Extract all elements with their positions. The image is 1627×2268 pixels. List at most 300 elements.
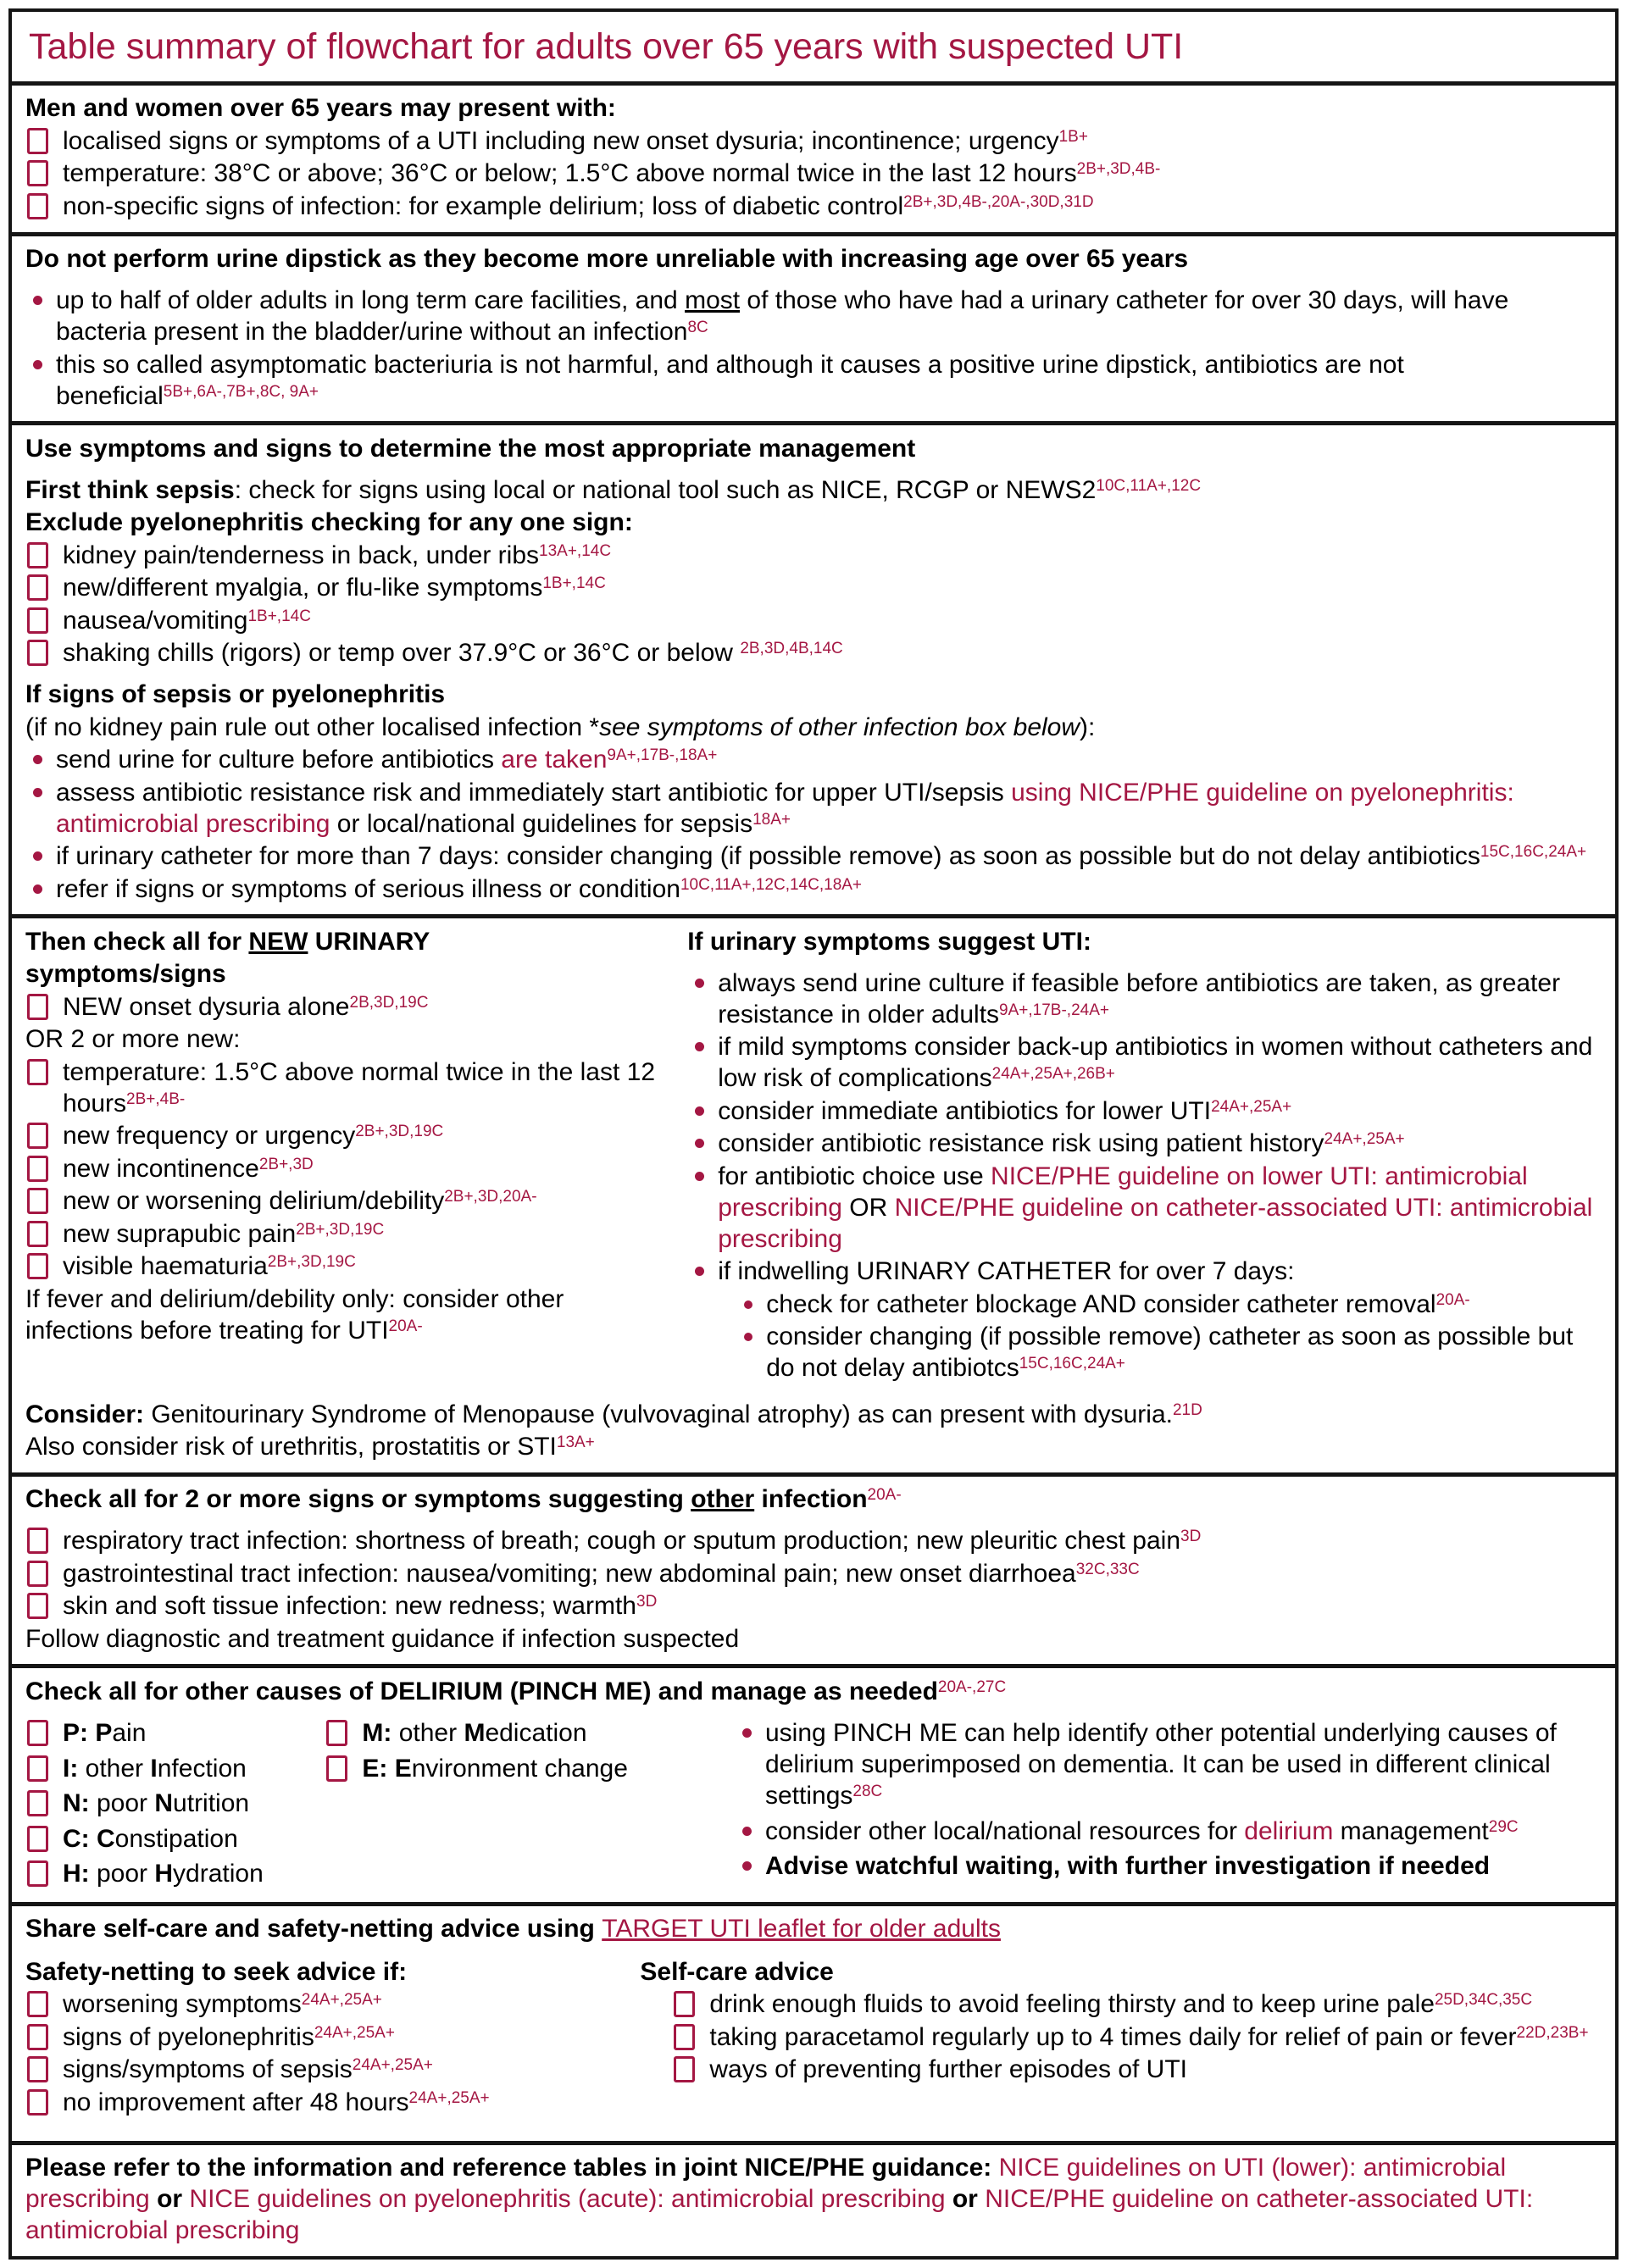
reference-superscript: 24A+,25A+,26B+ <box>991 1065 1115 1084</box>
item-text <box>63 1988 630 2020</box>
text-segment: new or worsening delirium/debility <box>63 1187 445 1216</box>
text-segment: most <box>685 286 741 315</box>
text-segment: Genitourinary Syndrome of Menopause (vulvovaginal atrophy) as can present with dysuria. <box>144 1400 1173 1428</box>
text-segment: visible haematuria <box>63 1252 268 1281</box>
list-item <box>25 2152 1602 2246</box>
list-item <box>687 1289 1602 1320</box>
bullet-icon <box>744 1300 752 1309</box>
reference-superscript: 21D <box>1172 1400 1202 1419</box>
item-text <box>766 1289 1602 1320</box>
text-segment: or <box>945 2185 986 2214</box>
text-segment: Exclude pyelonephritis checking for any one sign: <box>25 508 633 537</box>
list-item <box>25 1590 1602 1622</box>
advice-heading <box>25 1913 1602 1944</box>
reference-superscript: 2B,3D,19C <box>349 993 429 1012</box>
text-segment: Consider: <box>25 1400 145 1428</box>
advice-columns <box>25 1946 1602 2120</box>
text-segment: ): <box>1080 713 1096 741</box>
item-text <box>63 1250 670 1282</box>
text-segment: onstipation <box>114 1824 238 1853</box>
text-segment: Advise watchful waiting, with further investigation if needed <box>764 1852 1491 1881</box>
list-item <box>25 2021 630 2053</box>
text-segment: nvironment change <box>411 1754 628 1783</box>
item-text <box>63 1558 1602 1589</box>
list-item <box>25 349 1602 412</box>
reference-superscript: 15C,16C,24A+ <box>1019 1355 1125 1373</box>
text-segment: new incontinence <box>63 1154 259 1183</box>
list-item <box>25 92 1602 124</box>
text-segment: Please refer to the information and reference tables in joint NICE/PHE guidance: <box>25 2154 999 2182</box>
list-item <box>325 1753 735 1784</box>
text-segment: NICE/PHE guideline on catheter-associated UTI: antimicrobial prescribing <box>718 1193 1593 1253</box>
checkbox-icon <box>27 1188 48 1214</box>
item-text <box>56 349 1602 412</box>
item-text <box>25 1956 630 1988</box>
checkbox-icon <box>27 1991 48 2017</box>
checkbox-icon <box>27 1221 48 1247</box>
checkbox-icon <box>27 2056 48 2082</box>
text-segment: consider immediate antibiotics for lower UTI <box>718 1096 1212 1125</box>
checkbox-icon <box>27 1123 48 1149</box>
reference-superscript: 9A+,17B-,18A+ <box>607 746 718 765</box>
text-segment: P: P <box>63 1719 113 1748</box>
item-text <box>63 1525 1602 1556</box>
management-list <box>25 433 1602 905</box>
text-segment: other <box>78 1754 151 1783</box>
item-text <box>25 243 1602 274</box>
checkbox-icon <box>674 2056 695 2082</box>
reference-superscript: 24A+,25A+ <box>1211 1097 1292 1116</box>
text-segment: OR 2 or more new: <box>25 1025 241 1054</box>
text-segment: localised signs or symptoms of a UTI including new onset dysuria; incontinence; urgency <box>63 126 1059 155</box>
reference-superscript: 22D,23B+ <box>1516 2023 1589 2042</box>
list-item <box>640 1956 1602 1988</box>
item-text <box>25 1431 1602 1462</box>
list-item <box>25 285 1602 347</box>
list-item <box>687 926 1602 957</box>
text-segment: drink enough fluids to avoid feeling thirsty and to keep urine pale <box>709 1990 1435 2019</box>
list-item <box>25 840 1602 872</box>
text-segment: always send urine culture if feasible before antibiotics are taken, as greater resistance in older adults <box>718 968 1561 1029</box>
section-delirium-pinchme <box>12 1668 1615 1906</box>
item-text <box>766 1321 1602 1384</box>
list-item <box>25 1399 1602 1430</box>
list-item <box>25 1185 670 1217</box>
checkbox-icon <box>27 1059 48 1085</box>
list-item <box>25 1431 1602 1462</box>
text-segment: : check for signs using local or national tool such as NICE, RCGP or NEWS2 <box>234 475 1097 504</box>
item-text <box>25 1483 1602 1515</box>
section-other-infection <box>12 1477 1615 1669</box>
text-segment: infection <box>754 1485 868 1514</box>
reference-superscript: 2B+,3D,4B- <box>1076 160 1161 179</box>
text-segment: if indwelling URINARY CATHETER for over 7 days: <box>718 1257 1295 1286</box>
checkbox-icon <box>27 542 48 568</box>
item-text <box>25 712 1602 743</box>
checkbox-icon <box>27 2089 48 2116</box>
checkbox-icon <box>326 1720 347 1746</box>
checkbox-icon <box>27 1593 48 1619</box>
reference-superscript: 1B+ <box>1058 127 1088 146</box>
item-text <box>25 2152 1602 2246</box>
text-segment: M: <box>362 1719 392 1748</box>
item-text <box>63 1056 670 1119</box>
item-text <box>25 1399 1602 1430</box>
checkbox-icon <box>27 1156 48 1182</box>
list-item <box>25 1284 670 1346</box>
item-text <box>765 1850 1602 1882</box>
text-segment: Check all for other causes of DELIRIUM (PINCH ME) and manage as needed <box>25 1677 938 1705</box>
text-segment: nfection <box>157 1754 247 1783</box>
text-segment: Follow diagnostic and treatment guidance if infection suspected <box>25 1624 740 1653</box>
reference-superscript: 20A- <box>867 1486 902 1505</box>
reference-superscript: 2B+,3D,4B-,20A-,30D,31D <box>903 192 1094 211</box>
text-segment: worsening symptoms <box>63 1990 302 2019</box>
text-segment: no improvement after 48 hours <box>63 2088 409 2116</box>
pinchme-notes <box>735 1714 1602 1886</box>
item-text <box>63 1717 325 1749</box>
text-segment: URINARY <box>308 927 430 956</box>
checkbox-icon <box>27 1860 48 1887</box>
list-item <box>735 1816 1602 1847</box>
text-segment: Share self-care and safety-netting advice using <box>25 1915 602 1944</box>
reference-superscript: 3D <box>1180 1528 1202 1546</box>
text-segment: non-specific signs of infection: for example delirium; loss of diabetic control <box>63 191 904 220</box>
item-text <box>25 679 1602 710</box>
item-text <box>362 1717 735 1749</box>
item-text <box>63 1823 325 1855</box>
text-segment: consider antibiotic resistance risk using patient history <box>718 1129 1324 1158</box>
item-text <box>56 744 1602 775</box>
item-text <box>25 92 1602 124</box>
text-segment: refer if signs or symptoms of serious illness or condition <box>56 874 680 903</box>
list-item <box>687 1128 1602 1159</box>
reference-superscript: 10C,11A+,12C <box>1096 476 1202 495</box>
item-text <box>63 158 1602 189</box>
urinary-symptoms-column <box>25 924 687 1347</box>
bullet-icon <box>33 360 42 369</box>
checkbox-icon <box>326 1755 347 1782</box>
list-item <box>640 2021 1602 2053</box>
checkbox-icon <box>27 1561 48 1587</box>
bullet-icon <box>33 296 42 305</box>
list-item <box>25 679 1602 710</box>
text-segment: up to half of older adults in long term care facilities, and <box>56 286 686 315</box>
item-text <box>25 1023 670 1055</box>
item-text <box>25 1623 1602 1655</box>
item-text <box>687 926 1602 957</box>
item-text <box>56 285 1602 347</box>
list-item <box>687 1095 1602 1127</box>
item-text <box>56 873 1602 905</box>
text-segment: Also consider risk of urethritis, prostatitis or STI <box>25 1433 557 1461</box>
item-text <box>63 605 1602 636</box>
item-text <box>63 2087 630 2118</box>
reference-superscript: 2B+,3D,19C <box>296 1220 385 1239</box>
presentation-list <box>25 92 1602 222</box>
list-item <box>735 1717 1602 1811</box>
reference-superscript: 18A+ <box>752 810 791 829</box>
reference-superscript: 10C,11A+,12C,14C,18A+ <box>680 875 863 894</box>
item-text <box>63 2054 630 2085</box>
item-text <box>25 474 1602 506</box>
text-segment: gastrointestinal tract infection: nausea/vomiting; new abdominal pain; new onset diarrhoea <box>63 1559 1076 1588</box>
text-segment: I: <box>63 1754 79 1783</box>
text-segment: Safety-netting to seek advice if: <box>25 1957 408 1986</box>
list-item <box>25 637 1602 668</box>
text-segment: kidney pain/tenderness in back, under ribs <box>63 541 540 569</box>
text-segment: Use symptoms and signs to determine the most appropriate management <box>25 434 916 463</box>
text-segment: new suprapubic pain <box>63 1219 297 1248</box>
item-text <box>63 540 1602 571</box>
item-text <box>63 1590 1602 1622</box>
page-title: Table summary of flowchart for adults over 65 years with suspected UTI <box>29 26 1184 67</box>
text-segment: symptoms/signs <box>25 960 226 989</box>
reference-superscript: 2B+,3D <box>258 1155 314 1173</box>
item-text <box>718 1161 1602 1255</box>
text-segment: nausea/vomiting <box>63 606 248 635</box>
text-segment: or <box>149 2185 190 2214</box>
text-segment: temperature: 1.5°C above normal twice in the last 12 hours <box>63 1057 656 1117</box>
list-item <box>325 1717 735 1749</box>
text-segment: NICE/PHE guideline on catheter-associated UTI: antimicrobial prescribing <box>25 2185 1534 2245</box>
text-segment: new/different myalgia, or flu-like symptoms <box>63 574 543 602</box>
bullet-icon <box>742 1861 752 1871</box>
text-segment: delirium <box>1244 1816 1334 1845</box>
reference-superscript: 13A+,14C <box>539 541 612 560</box>
list-item <box>25 958 670 990</box>
item-text <box>718 1031 1602 1094</box>
safety-netting-column <box>25 1946 640 2120</box>
section-management <box>12 425 1615 918</box>
text-segment: ways of preventing further episodes of UTI <box>709 2055 1188 2084</box>
item-text <box>25 507 1602 538</box>
urinary-columns <box>25 924 1602 1385</box>
text-segment: see symptoms of other infection box below <box>599 713 1080 741</box>
list-item <box>25 1956 630 1988</box>
list-item <box>735 1850 1602 1882</box>
checkbox-icon <box>27 1720 48 1746</box>
pinchme-columns <box>25 1714 1602 1894</box>
reference-superscript: 32C,33C <box>1075 1560 1140 1578</box>
item-text <box>718 1095 1602 1127</box>
section-selfcare-safetynetting <box>12 1906 1615 2145</box>
list-item <box>25 474 1602 506</box>
item-text <box>25 1676 1602 1707</box>
list-item <box>25 777 1602 840</box>
text-segment: this so called asymptomatic bacteriuria is not harmful, and although it causes a positive urine dipstick, antibiotics are not beneficial <box>56 350 1404 410</box>
reference-superscript: 28C <box>852 1783 883 1801</box>
reference-superscript: 5B+,6A-,7B+,8C, 9A+ <box>163 382 319 401</box>
bullet-icon <box>695 1042 704 1051</box>
text-segment: Do not perform urine dipstick as they become more unreliable with increasing age over 65 years <box>25 245 1189 274</box>
text-segment: edication <box>485 1719 587 1748</box>
text-segment: ain <box>112 1719 147 1748</box>
item-text <box>63 2021 630 2053</box>
bullet-icon <box>695 979 704 988</box>
text-segment: skin and soft tissue infection: new redness; warmth <box>63 1592 636 1621</box>
text-segment: consider changing (if possible remove) catheter as soon as possible but do not delay antibiotcs <box>766 1323 1574 1383</box>
text-segment: respiratory tract infection: shortness of breath; cough or sputum production; new pleuritic chest pain <box>63 1527 1181 1555</box>
text-segment: First think sepsis <box>25 475 235 504</box>
section-references <box>12 2145 1615 2256</box>
text-segment: If fever and delirium/debility only: consider other infections before treating for UTI <box>25 1284 564 1345</box>
list-item <box>25 540 1602 571</box>
other-infection-list <box>25 1483 1602 1655</box>
reference-superscript: 2B+,4B- <box>126 1090 186 1108</box>
item-text <box>362 1753 735 1784</box>
references-paragraph <box>25 2152 1602 2246</box>
text-segment: send urine for culture before antibiotics <box>56 746 502 774</box>
checkbox-icon <box>27 640 48 666</box>
bullet-icon <box>33 884 42 894</box>
list-item <box>25 1988 630 2020</box>
list-item <box>25 1913 1602 1944</box>
item-text <box>640 1956 1602 1988</box>
bullet-icon <box>695 1172 704 1181</box>
reference-superscript: 20A-,27C <box>937 1677 1007 1696</box>
text-segment: poor <box>89 1860 155 1888</box>
text-segment: consider other local/national resources for <box>764 1816 1245 1845</box>
text-segment: using PINCH ME can help identify other potential underlying causes of delirium superimposed on dementia. It can be used in different clinical settings <box>764 1719 1557 1811</box>
dipstick-list <box>25 243 1602 412</box>
text-segment: signs of pyelonephritis <box>63 2022 314 2051</box>
bullet-icon <box>744 1333 752 1341</box>
text-segment: poor <box>89 1789 155 1818</box>
text-segment: M <box>464 1719 486 1748</box>
text-segment: C: C <box>63 1824 115 1853</box>
text-segment: (if no kidney pain rule out other localised infection * <box>25 713 600 741</box>
list-item <box>25 744 1602 775</box>
list-item <box>25 1250 670 1282</box>
list-item <box>25 1023 670 1055</box>
bullet-icon <box>33 788 42 797</box>
item-text <box>63 191 1602 222</box>
checkbox-icon <box>27 994 48 1020</box>
pinchme-col-pinch <box>25 1714 325 1894</box>
checkbox-icon <box>27 128 48 154</box>
list-item <box>25 243 1602 274</box>
item-text <box>63 1153 670 1184</box>
list-item <box>687 1031 1602 1094</box>
list-item <box>25 1823 325 1855</box>
checkbox-icon <box>27 1790 48 1816</box>
list-item <box>25 2087 630 2118</box>
item-text <box>718 968 1602 1030</box>
checkbox-icon <box>674 2024 695 2050</box>
list-item <box>25 1788 325 1819</box>
item-text <box>25 1284 670 1346</box>
item-text <box>63 637 1602 668</box>
reference-superscript: 1B+,14C <box>542 574 606 593</box>
text-segment: temperature: 38°C or above; 36°C or below; 1.5°C above normal twice in the last 12 hours <box>63 159 1077 188</box>
item-text <box>63 1185 670 1217</box>
list-item <box>687 1321 1602 1384</box>
section-dipstick-warning <box>12 236 1615 426</box>
text-segment: utrition <box>173 1789 250 1818</box>
item-text <box>718 1128 1602 1159</box>
text-segment: Check all for 2 or more signs or symptoms suggesting <box>25 1485 691 1514</box>
list-item <box>25 1483 1602 1515</box>
item-text <box>709 2021 1602 2053</box>
text-segment: shaking chills (rigors) or temp over 37.9°C or 36°C or below <box>63 639 741 668</box>
item-text <box>765 1717 1602 1811</box>
item-text <box>718 1256 1602 1287</box>
item-text <box>765 1816 1602 1847</box>
text-segment: NEW <box>248 927 308 956</box>
item-text <box>63 125 1602 157</box>
text-segment: N <box>154 1789 174 1818</box>
text-segment: Self-care advice <box>640 1957 834 1986</box>
item-text <box>63 1753 325 1784</box>
item-text <box>63 991 670 1023</box>
bullet-icon <box>33 755 42 764</box>
item-text <box>63 1788 325 1819</box>
reference-superscript: 2B+,3D,20A- <box>444 1188 537 1206</box>
bullet-icon <box>695 1267 704 1276</box>
list-item <box>25 1753 325 1784</box>
item-text <box>56 840 1602 872</box>
list-item <box>25 1218 670 1250</box>
reference-superscript: 20A- <box>388 1317 423 1335</box>
reference-superscript: 1B+,14C <box>247 607 311 625</box>
bullet-icon <box>742 1728 752 1738</box>
reference-superscript: 15C,16C,24A+ <box>1480 843 1587 862</box>
text-segment: I <box>150 1754 158 1783</box>
item-text <box>63 1858 325 1889</box>
list-item <box>687 968 1602 1030</box>
item-text <box>25 926 670 957</box>
bullet-icon <box>742 1827 752 1836</box>
item-text <box>63 572 1602 603</box>
text-segment: or local/national guidelines for sepsis <box>330 809 753 838</box>
reference-superscript: 24A+,25A+ <box>408 2088 490 2107</box>
checkbox-icon <box>27 1528 48 1554</box>
text-segment: management <box>1333 1816 1489 1845</box>
text-segment: OR <box>841 1193 895 1222</box>
list-item <box>25 191 1602 222</box>
self-care-column <box>640 1946 1602 2087</box>
item-text <box>25 1913 1602 1944</box>
list-item <box>25 1558 1602 1589</box>
checkbox-icon <box>27 574 48 601</box>
list-item <box>640 2054 1602 2085</box>
text-segment: Then check all for <box>25 927 249 956</box>
reference-superscript: 24A+,25A+ <box>352 2056 433 2075</box>
list-item <box>25 158 1602 189</box>
text-segment: new frequency or urgency <box>63 1122 356 1151</box>
bullet-icon <box>33 851 42 861</box>
list-item <box>25 1676 1602 1707</box>
list-item <box>687 1161 1602 1255</box>
checkbox-icon <box>674 1991 695 2017</box>
item-text <box>709 1988 1602 2020</box>
reference-superscript: 25D,34C,35C <box>1434 1991 1533 2010</box>
checkbox-icon <box>27 1755 48 1782</box>
text-segment: E: E <box>362 1754 412 1783</box>
text-segment: NICE guidelines on pyelonephritis (acute): antimicrobial prescribing <box>189 2185 946 2214</box>
reference-superscript: 3D <box>636 1593 658 1611</box>
text-segment: using NICE/PHE guideline on pyelonephritis: antimicrobial prescribing <box>56 778 1514 838</box>
text-segment: assess antibiotic resistance risk and immediately start antibiotic for upper UTI/sepsis <box>56 778 1012 807</box>
list-item <box>25 1525 1602 1556</box>
list-item <box>25 1120 670 1151</box>
list-item <box>25 605 1602 636</box>
bullet-icon <box>695 1139 704 1148</box>
checkbox-icon <box>27 160 48 186</box>
list-item <box>25 572 1602 603</box>
inline-link[interactable]: TARGET UTI leaflet for older adults <box>602 1915 1001 1944</box>
